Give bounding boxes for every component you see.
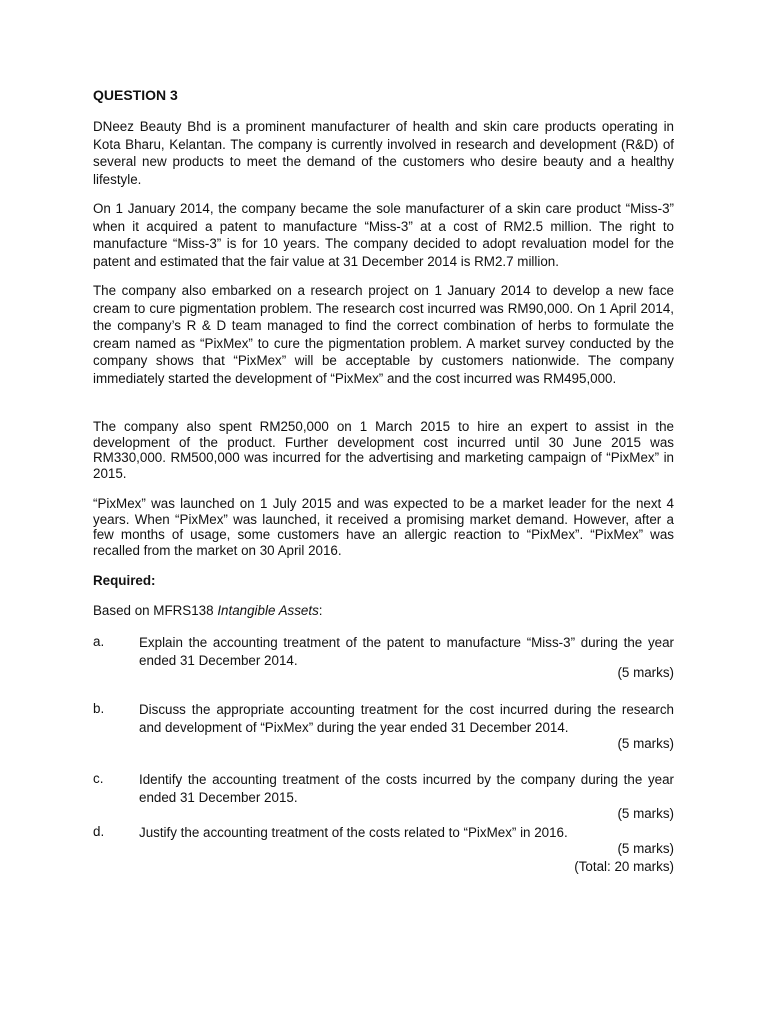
question-letter-c: c. xyxy=(93,771,104,786)
paragraph-launch: “PixMex” was launched on 1 July 2015 and was expected to be a market leader for the next 4 years. When “PixMex” was launched, it received a promising market demand. However, after a few months of usage, some customers have an allergic reaction to “PixMex”. “PixMex” was recalled from the market on 30 April 2016. xyxy=(93,496,674,558)
paragraph-development: The company also spent RM250,000 on 1 March 2015 to hire an expert to assist in the development of the product. Further development cost incurred until 30 June 2015 was RM330,000. RM500,000 was incurred for the advertising and marketing campaign of “PixMex” in 2015. xyxy=(93,419,674,481)
question-text-c: Identify the accounting treatment of the costs incurred by the company during the year ended 31 December 2015. xyxy=(139,772,674,805)
question-marks-c: (5 marks) xyxy=(617,806,674,821)
question-text-a: Explain the accounting treatment of the patent to manufacture “Miss-3” during the year ended 31 December 2014. xyxy=(139,635,674,668)
question-letter-a: a. xyxy=(93,634,105,649)
paragraph-patent: On 1 January 2014, the company became the sole manufacturer of a skin care product “Miss-3” when it acquired a patent to manufacture “Miss-3” at a cost of RM2.5 million. The right to manufacture “Miss-3” is for 10 years. The company decided to adopt revaluation model for the patent and estimated that the fair value at 31 December 2014 is RM2.7 million. xyxy=(93,201,674,269)
question-letter-d: d. xyxy=(93,824,105,839)
basis-line xyxy=(93,603,323,618)
basis-standard: Intangible Assets xyxy=(217,603,319,618)
question-letter-b: b. xyxy=(93,701,105,716)
question-title: QUESTION 3 xyxy=(93,87,178,103)
basis-prefix: Based on MFRS138 xyxy=(93,603,218,618)
question-marks-b: (5 marks) xyxy=(617,736,674,751)
basis-suffix: : xyxy=(318,603,323,618)
question-marks-a: (5 marks) xyxy=(617,665,674,680)
required-heading: Required: xyxy=(93,573,156,588)
paragraph-intro: DNeez Beauty Bhd is a prominent manufacturer of health and skin care products operating in Kota Bharu, Kelantan. The company is currently involved in research and development (R&D) of several new products to meet the demand of the customers who desire beauty and a healthy lifestyle. xyxy=(93,119,674,187)
question-marks-d: (5 marks) xyxy=(617,841,674,856)
paragraph-research: The company also embarked on a research project on 1 January 2014 to develop a new face cream to cure pigmentation problem. The research cost incurred was RM90,000. On 1 April 2014, the company’s R & D team managed to find the correct combination of herbs to formulate the cream named as “PixMex” to cure the pigmentation problem. A market survey conducted by the company shows that “PixMex” will be acceptable by customers nationwide. The company immediately started the development of “PixMex” and the cost incurred was RM495,000. xyxy=(93,283,674,386)
question-text-d: Justify the accounting treatment of the costs related to “PixMex” in 2016. xyxy=(139,825,568,840)
question-text-b: Discuss the appropriate accounting treatment for the cost incurred during the research and development of “PixMex” during the year ended 31 December 2014. xyxy=(139,702,674,735)
total-marks: (Total: 20 marks) xyxy=(574,859,674,874)
